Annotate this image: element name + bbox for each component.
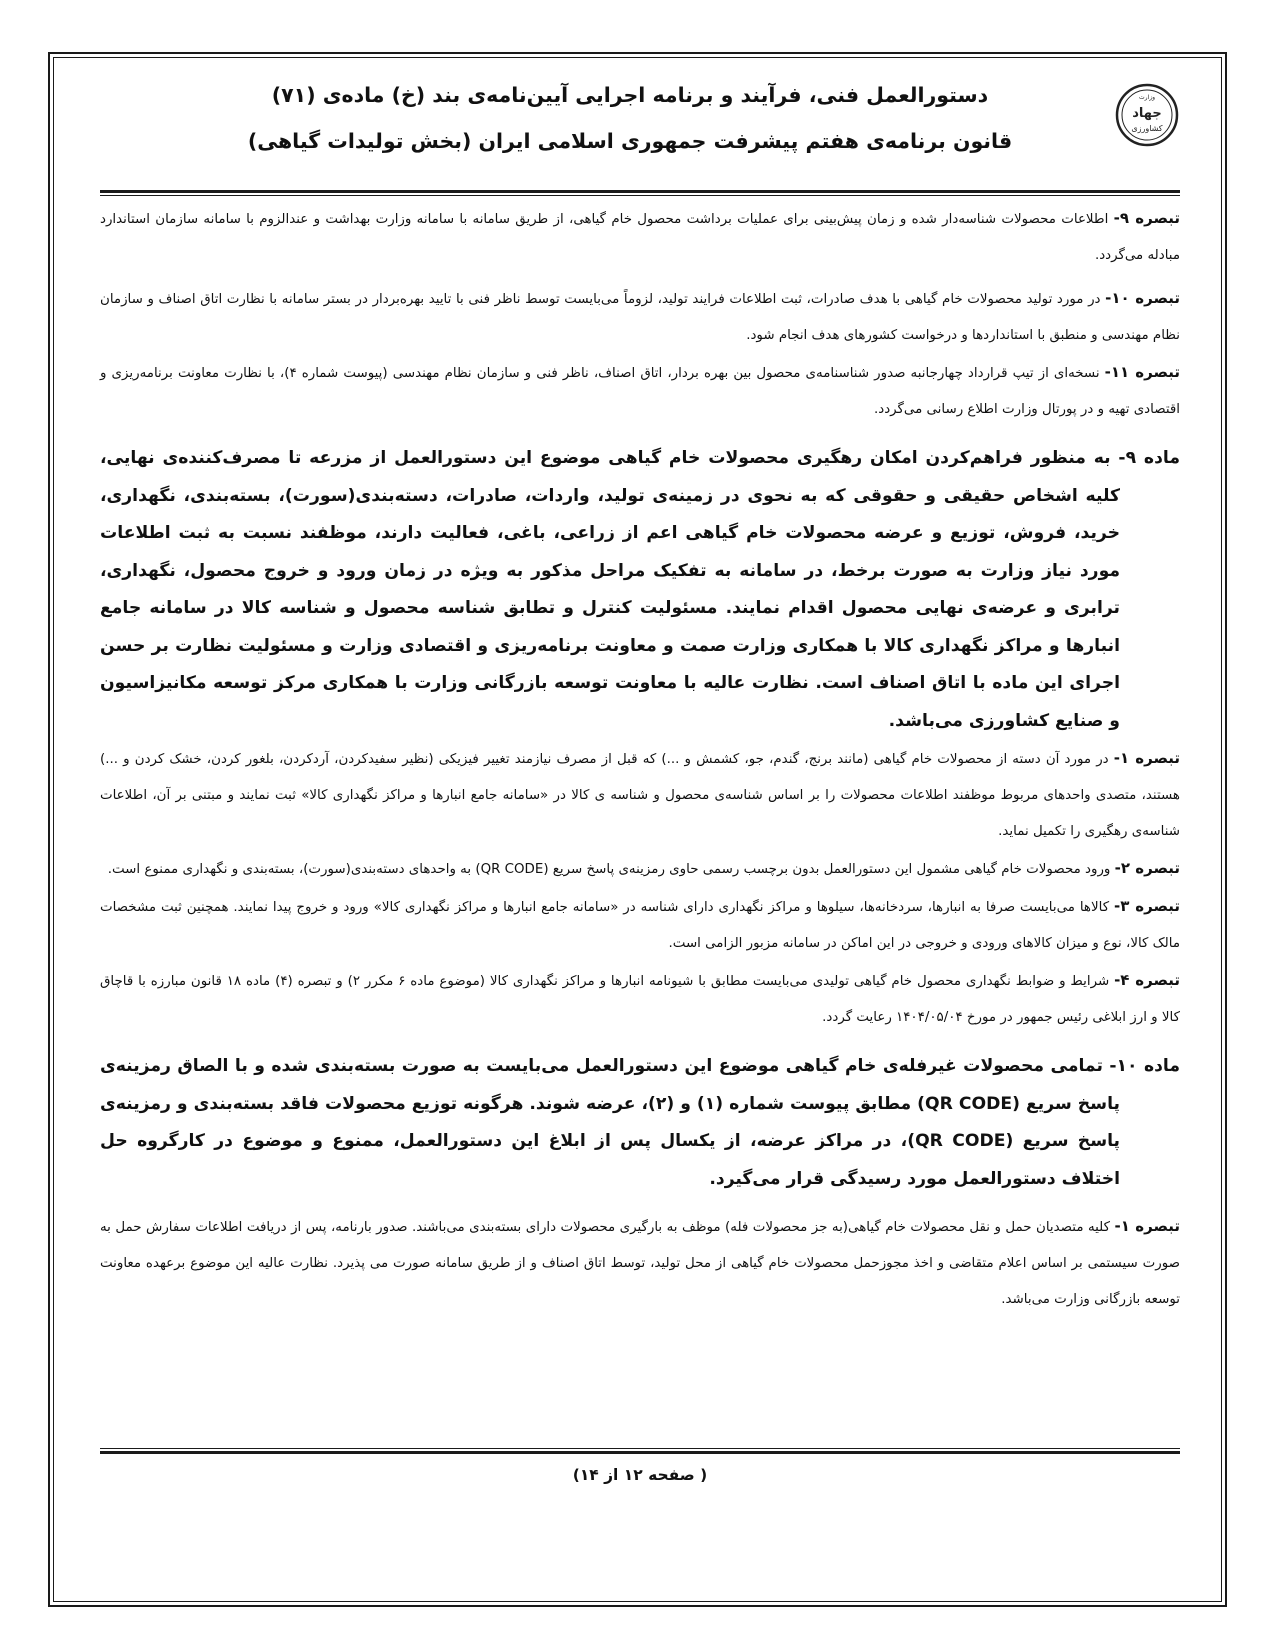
page-header: [100, 74, 1180, 186]
note-text: کالاها می‌بایست صرفا به انبارها، سردخانه‌ها، سیلوها و مراکز نگهداری دارای شناسه در «سامانه جامع انبارها و مراکز نگهداری کالا» ورود و خروج پیدا نمایند. همچنین ثبت مشخصات مالک کالا، نوع و میزان کالاهای ورودی و خروجی در این اماکن در سامانه مزبور الزامی است.: [100, 900, 1180, 951]
note-label: تبصره ۱-: [1113, 749, 1180, 767]
article-9-note-1: [100, 740, 1180, 850]
note-label: تبصره ۲-: [1114, 859, 1180, 877]
svg-text:وزارت: وزارت: [1138, 94, 1156, 101]
note-label: تبصره ۹-: [1113, 209, 1180, 227]
note-10: [100, 280, 1180, 354]
document-body: [100, 200, 1180, 1318]
note-text: در مورد آن دسته از محصولات خام گیاهی (مانند برنج، گندم، جو، کشمش و ...) که قبل از مصرف نیازمند تغییر فیزیکی (نظیر سفیدکردن، آردکردن، بلغور کردن، خشک کردن و ...) هستند، متصدی واحدهای مربوط موظفند اطلاعات محصولات را بر اساس شناسه‌ی محصول و شناسه ی کالا در «سامانه جامع انبارها و مراکز نگهداری کالا» ثبت نمایند و مبتنی بر آن، اطلاعات شناسه‌ی رهگیری را تکمیل نماید.: [100, 752, 1180, 839]
note-text: شرایط و ضوابط نگهداری محصول خام گیاهی تولیدی می‌بایست مطابق با شیونامه انبارها و مراکز نگهداری کالا (موضوع ماده ۶ مکرر ۲) و تبصره (۴) ماده ۱۸ قانون مبارزه با قاچاق کالا و ارز ابلاغی رئیس جمهور در مورخ ۱۴۰۴/۰۵/۰۴ رعایت گردد.: [100, 974, 1180, 1025]
note-9: [100, 200, 1180, 274]
footer-rule-thin: [100, 1448, 1180, 1449]
article-9-note-2: [100, 850, 1180, 888]
note-text: کلیه متصدیان حمل و نقل محصولات خام گیاهی(به جز محصولات فله) موظف به بارگیری محصولات دارای بسته‌بندی می‌باشند. صدور بارنامه، پس از دریافت اطلاعات سفارش حمل به صورت سیستمی بر اساس اعلام متقاضی و اخذ مجوزحمل محصولات خام گیاهی از محل تولید، توسط اتاق اصناف و از طریق سامانه صورت می پذیرد. نظارت عالیه این موضوع برعهده معاونت توسعه بازرگانی وزارت می‌باشد.: [100, 1220, 1180, 1307]
article-10-note-1: [100, 1208, 1180, 1318]
document-title-line-1: دستورالعمل فنی، فرآیند و برنامه اجرایی آیین‌نامه‌ی بند (خ) ماده‌ی (۷۱): [271, 83, 989, 107]
article-10: ماده ۱۰- تمامی محصولات غیرفله‌ی خام گیاهی موضوع این دستورالعمل می‌بایست به صورت بسته‌بندی شده و با الصاق رمزینه‌ی پاسخ سریع (QR CODE) مطابق پیوست شماره (۱) و (۲)، عرضه شوند. هرگونه توزیع محصولات فاقد بسته‌بندی و رمزینه‌ی پاسخ سریع (QR CODE)، در مراکز عرضه، از یکسال پس از ابلاغ این دستورالعمل، ممنوع و موضوع در کارگروه حل اختلاف دستورالعمل مورد رسیدگی قرار می‌گیرد.: [100, 1056, 1181, 1189]
note-label: تبصره ۱-: [1114, 1217, 1181, 1235]
note-label: تبصره ۳-: [1114, 897, 1181, 915]
header-rule: [100, 190, 1180, 193]
svg-text:جهاد: جهاد: [1132, 106, 1162, 121]
svg-text:کشاورزی: کشاورزی: [1131, 124, 1163, 133]
header-rule-thin: [100, 195, 1180, 196]
note-text: اطلاعات محصولات شناسه‌دار شده و زمان پیش‌بینی برای عملیات برداشت محصول خام گیاهی، از طریق سامانه با سامانه وزارت بهداشت و عندالزوم با سامانه سازمان استاندارد مبادله می‌گردد.: [100, 212, 1180, 263]
note-label: تبصره ۱۱-: [1104, 363, 1180, 381]
article-9-note-3: [100, 888, 1180, 962]
article-9-note-4: [100, 962, 1180, 1036]
page-number: ( صفحه ۱۲ از ۱۴): [572, 1466, 708, 1484]
note-text: در مورد تولید محصولات خام گیاهی با هدف صادرات، ثبت اطلاعات فرایند تولید، لزوماً می‌بایست توسط ناظر فنی با تایید بهره‌بردار در بستر سامانه با نظارت اتاق اصناف و سازمان نظام مهندسی و منطبق با استانداردها و درخواست کشورهای هدف انجام شود.: [100, 292, 1180, 343]
article-9: ماده ۹- به منظور فراهم‌کردن امکان رهگیری محصولات خام گیاهی موضوع این دستورالعمل از مزرعه تا مصرف‌کننده‌ی نهایی، کلیه اشخاص حقیقی و حقوقی که به نحوی در زمینه‌ی تولید، واردات، صادرات، دسته‌بندی(سورت)، بسته‌بندی، نگهداری، خرید، فروش، توزیع و عرضه محصولات خام گیاهی اعم از زراعی، باغی، فعالیت دارند، موظفند نسبت به ثبت اطلاعات مورد نیاز وزارت به صورت برخط، در سامانه به تفکیک مراحل مذکور به ویژه در زمان ورود و خروج محصول، نگهداری، ترابری و عرضه‌ی نهایی محصول اقدام نمایند. مسئولیت کنترل و تطابق شناسه محصول و شناسه کالا در سامانه جامع انبارها و مراکز نگهداری کالا با همکاری وزارت صمت و معاونت برنامه‌ریزی و اقتصادی وزارت و مسئولیت نظارت بر حسن اجرای این ماده با اتاق اصناف است. نظارت عالیه با معاونت توسعه بازرگانی وزارت با همکاری مرکز توسعه مکانیزاسیون و صنایع کشاورزی می‌باشد.: [100, 448, 1180, 731]
footer-rule: [100, 1451, 1180, 1454]
note-label: تبصره ۴-: [1114, 971, 1181, 989]
note-11: [100, 354, 1180, 428]
note-text: نسخه‌ای از تیپ قرارداد چهارجانبه صدور شناسنامه‌ی محصول بین بهره بردار، اتاق اصناف، ناظر فنی و سازمان نظام مهندسی (پیوست شماره ۴)، با نظارت معاونت برنامه‌ریزی و اقتصادی تهیه و در پورتال وزارت اطلاع رسانی می‌گردد.: [100, 366, 1180, 417]
note-label: تبصره ۱۰-: [1105, 289, 1180, 307]
document-title-line-2: قانون برنامه‌ی هفتم پیشرفت جمهوری اسلامی ایران (بخش تولیدات گیاهی): [247, 129, 1013, 153]
note-text: ورود محصولات خام گیاهی مشمول این دستورالعمل بدون برچسب رسمی حاوی رمزینه‌ی پاسخ سریع (QR CODE) به واحدهای دسته‌بندی(سورت)، بسته‌بندی و نگهداری ممنوع است.: [107, 862, 1111, 877]
ministry-logo: [1114, 82, 1180, 148]
